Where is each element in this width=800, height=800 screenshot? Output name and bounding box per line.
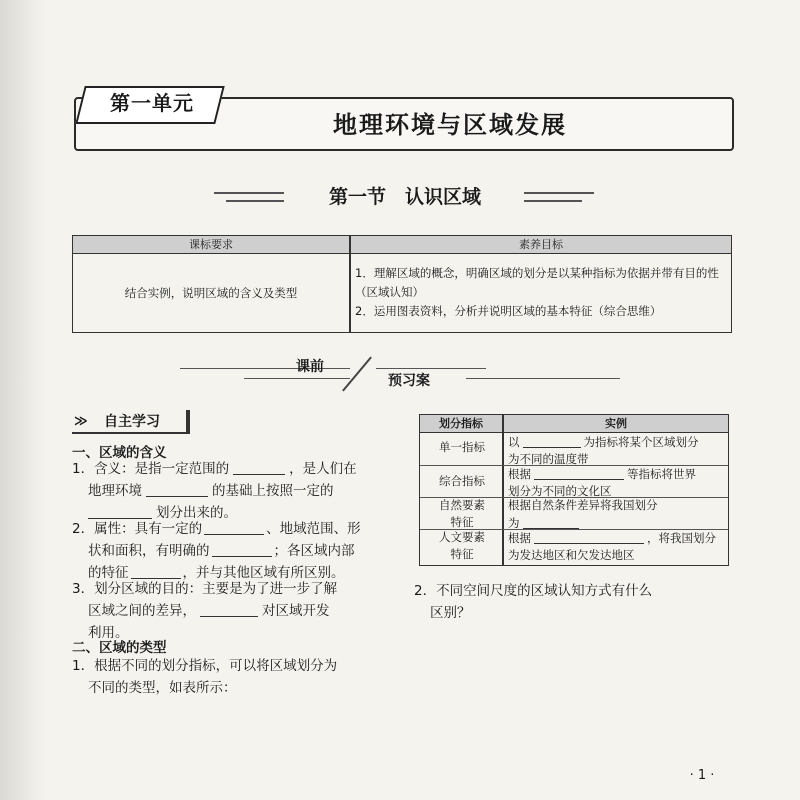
division-row-2-text-a: 根据: [508, 467, 531, 481]
division-row-3-label-line-1: 自然要素: [439, 498, 485, 512]
blank: [534, 529, 644, 544]
division-row-3-example: [508, 497, 722, 532]
item-3-line-1: 3．划分区域的目的：主要是为了进一步了解: [72, 581, 338, 597]
item-1-text-c: 地理环境: [88, 483, 142, 499]
division-row-1-line-1: [508, 433, 722, 451]
page-number: · 1 ·: [689, 768, 715, 783]
item-1-definition: [72, 458, 392, 524]
division-row-1-example: [508, 433, 722, 468]
item-4-types: [72, 655, 392, 699]
item-2-text-c: 状和面积，有明确的: [88, 543, 210, 559]
heading-region-types: 二、区域的类型: [72, 640, 167, 656]
blank: [523, 514, 579, 529]
page-binding-shadow: [0, 0, 46, 800]
preclass-label: 课前: [296, 359, 324, 375]
division-row-1-text-b: 为指标将某个区域划分: [583, 435, 699, 449]
item-2-text-d: ；各区域内部: [273, 543, 355, 559]
division-row-1-text-a: 以: [508, 435, 520, 449]
preview-plan-label: 预习案: [388, 373, 430, 389]
division-row-4-label-line-2: 特征: [450, 547, 474, 561]
division-row-2-label: 综合指标: [439, 474, 485, 488]
item-2-text-e: 的特征: [88, 565, 129, 581]
division-row-4-line-1: [508, 529, 722, 547]
section-title-rule-left-2: [226, 200, 284, 202]
item-3-line-2: [72, 600, 392, 622]
blank: [212, 542, 272, 557]
blank: [523, 433, 581, 448]
section-title-rule-left-1: [214, 192, 284, 194]
standards-header-requirement: 课标要求: [189, 238, 233, 251]
standards-header-goals: 素养目标: [519, 238, 563, 251]
item-2-line-2: [72, 540, 392, 562]
preclass-rule-left-2: [244, 378, 350, 379]
self-study-heading: 自主学习: [104, 414, 160, 430]
blank: [204, 520, 264, 535]
blank: [88, 504, 152, 519]
division-header-index: 划分指标: [439, 417, 483, 430]
question-2: [414, 580, 734, 624]
heading-region-meaning: 一、区域的含义: [72, 445, 167, 461]
item-3-text-b: 区域之间的差异，: [88, 603, 196, 619]
division-table-divider: [502, 415, 504, 565]
division-row-4-label-line-1: 人文要素: [439, 530, 485, 544]
item-3-purpose: [72, 578, 392, 644]
preclass-rule-right-1: [376, 368, 486, 369]
item-3-text-c: 对区域开发: [262, 603, 330, 619]
division-row-3-label-line-2: 特征: [450, 515, 474, 529]
unit-label: 第一单元: [110, 91, 194, 115]
item-1-text-d: 的基础上按照一定的: [212, 483, 334, 499]
item-2-text-b: 、地域范围、形: [266, 521, 361, 537]
item-2-text-a: 2．属性：具有一定的: [72, 521, 203, 537]
self-study-underline: [72, 432, 190, 434]
standards-goals: [355, 264, 725, 321]
item-1-text-a: 1．含义：是指一定范围的: [72, 461, 230, 477]
division-row-2-line-2: 划分为不同的文化区: [508, 484, 612, 498]
section-title: 第一节 认识区域: [328, 186, 481, 208]
division-row-3-label: [424, 497, 500, 531]
division-row-1-label: 单一指标: [439, 440, 485, 454]
item-2-line-1: [72, 518, 392, 540]
section-title-rule-right-1: [524, 192, 594, 194]
item-1-line-1: [72, 458, 392, 480]
item-1-line-2: [72, 480, 392, 502]
self-study-bar: [186, 410, 190, 434]
unit-title: 地理环境与区域发展: [333, 111, 567, 139]
division-row-4-example: [508, 529, 722, 564]
division-table: [419, 414, 729, 566]
question-2-line-1: 2．不同空间尺度的区域认知方式有什么: [414, 583, 653, 599]
blank: [146, 482, 208, 497]
standards-requirement: 结合实例，说明区域的含义及类型: [124, 286, 298, 300]
blank: [233, 460, 285, 475]
item-3-line-3: 利用。: [88, 625, 129, 641]
blank: [200, 602, 258, 617]
question-2-line-2: 区别？: [430, 605, 471, 621]
division-row-4-text-a: 根据: [508, 531, 531, 545]
division-row-2-line-1: [508, 465, 722, 483]
section-title-rule-right-2: [524, 200, 582, 202]
item-2-text-f: ，并与其他区域有所区别。: [182, 565, 345, 581]
item-1-text-b: ，是人们在: [289, 461, 357, 477]
standards-table: [72, 235, 732, 333]
division-row-3-line-1: 根据自然条件差异将我国划分: [508, 498, 658, 512]
item-4-line-1: 1．根据不同的划分指标，可以将区域划分为: [72, 658, 338, 674]
standards-goal-1: 1．理解区域的概念，明确区域的划分是以某种指标为依据并带有目的性（区域认知）: [355, 266, 719, 299]
division-row-4-line-2: 为发达地区和欠发达地区: [508, 548, 635, 562]
division-row-4-text-b: ，将我国划分: [647, 531, 716, 545]
division-row-4-label: [424, 529, 500, 563]
item-1-text-e: 划分出来的。: [156, 505, 237, 521]
item-2-attributes: [72, 518, 392, 584]
standards-goal-2: 2．运用图表资料，分析并说明区域的基本特征（综合思维）: [355, 304, 662, 318]
double-chevron-icon: ≫: [74, 414, 88, 429]
division-row-1-line-2: 为不同的温度带: [508, 452, 589, 466]
preclass-rule-right-2: [466, 378, 620, 379]
division-header-example: 实例: [605, 417, 627, 430]
division-row-2-text-b: 等指标将世界: [627, 467, 696, 481]
blank: [534, 465, 624, 480]
division-row-2-example: [508, 465, 722, 500]
division-row-3-text-b: 为: [508, 516, 520, 530]
blank: [131, 564, 181, 579]
item-4-line-2: 不同的类型，如表所示：: [88, 680, 237, 696]
